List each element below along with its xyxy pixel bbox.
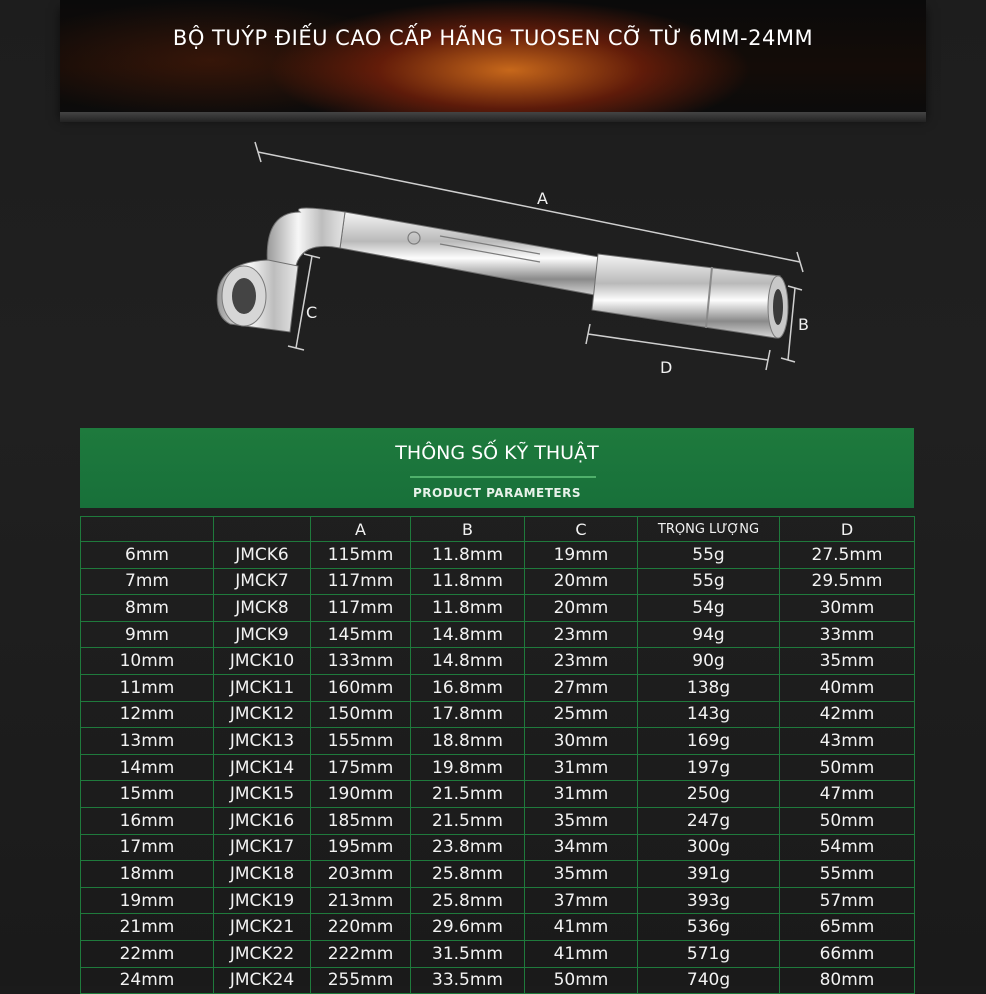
cell-a: 150mm [311, 701, 411, 728]
cell-size: 7mm [81, 568, 214, 595]
cell-d: 42mm [780, 701, 915, 728]
cell-weight: 247g [638, 807, 780, 834]
header-c: C [525, 517, 638, 542]
table-row [81, 701, 915, 728]
dimension-label-a: A [537, 189, 548, 208]
cell-c: 35mm [525, 861, 638, 888]
cell-weight: 138g [638, 674, 780, 701]
table-row [81, 807, 915, 834]
cell-c: 41mm [525, 914, 638, 941]
cell-model: JMCK21 [214, 914, 311, 941]
table-row [81, 887, 915, 914]
cell-a: 213mm [311, 887, 411, 914]
cell-a: 145mm [311, 621, 411, 648]
cell-a: 220mm [311, 914, 411, 941]
cell-c: 35mm [525, 807, 638, 834]
cell-d: 50mm [780, 807, 915, 834]
cell-d: 29.5mm [780, 568, 915, 595]
cell-c: 20mm [525, 595, 638, 622]
cell-b: 23.8mm [411, 834, 525, 861]
cell-b: 16.8mm [411, 674, 525, 701]
table-row [81, 914, 915, 941]
cell-c: 41mm [525, 940, 638, 967]
cell-b: 25.8mm [411, 861, 525, 888]
cell-model: JMCK9 [214, 621, 311, 648]
cell-a: 115mm [311, 542, 411, 569]
cell-model: JMCK12 [214, 701, 311, 728]
cell-model: JMCK7 [214, 568, 311, 595]
cell-d: 65mm [780, 914, 915, 941]
cell-weight: 55g [638, 542, 780, 569]
cell-c: 37mm [525, 887, 638, 914]
header-b: B [411, 517, 525, 542]
cell-weight: 536g [638, 914, 780, 941]
cell-d: 80mm [780, 967, 915, 994]
cell-c: 27mm [525, 674, 638, 701]
cell-weight: 250g [638, 781, 780, 808]
cell-model: JMCK24 [214, 967, 311, 994]
cell-b: 25.8mm [411, 887, 525, 914]
cell-b: 14.8mm [411, 648, 525, 675]
header-model [214, 517, 311, 542]
cell-size: 13mm [81, 728, 214, 755]
header-a: A [311, 517, 411, 542]
cell-size: 21mm [81, 914, 214, 941]
cell-b: 18.8mm [411, 728, 525, 755]
cell-a: 255mm [311, 967, 411, 994]
cell-a: 203mm [311, 861, 411, 888]
cell-c: 19mm [525, 542, 638, 569]
cell-a: 133mm [311, 648, 411, 675]
cell-a: 117mm [311, 595, 411, 622]
table-row [81, 967, 915, 994]
cell-d: 27.5mm [780, 542, 915, 569]
cell-c: 25mm [525, 701, 638, 728]
header-weight: TRỌNG LƯỢNG [638, 517, 780, 542]
cell-a: 155mm [311, 728, 411, 755]
table-row [81, 621, 915, 648]
cell-d: 55mm [780, 861, 915, 888]
dimension-label-d: D [660, 358, 673, 377]
header-size [81, 517, 214, 542]
cell-c: 34mm [525, 834, 638, 861]
cell-d: 40mm [780, 674, 915, 701]
cell-size: 14mm [81, 754, 214, 781]
panel-divider [410, 476, 596, 478]
spec-subtitle: PRODUCT PARAMETERS [412, 486, 582, 500]
cell-model: JMCK6 [214, 542, 311, 569]
cell-model: JMCK11 [214, 674, 311, 701]
cell-weight: 391g [638, 861, 780, 888]
spec-title: THÔNG SỐ KỸ THUẬT [395, 442, 599, 464]
banner-title: BỘ TUÝP ĐIẾU CAO CẤP HÃNG TUOSEN CỠ TỪ 6MM-24MM [172, 26, 814, 50]
cell-b: 21.5mm [411, 781, 525, 808]
cell-d: 43mm [780, 728, 915, 755]
cell-c: 31mm [525, 754, 638, 781]
cell-model: JMCK17 [214, 834, 311, 861]
table-row [81, 940, 915, 967]
table-row [81, 728, 915, 755]
cell-c: 31mm [525, 781, 638, 808]
cell-model: JMCK13 [214, 728, 311, 755]
cell-weight: 740g [638, 967, 780, 994]
cell-model: JMCK22 [214, 940, 311, 967]
cell-weight: 94g [638, 621, 780, 648]
cell-model: JMCK14 [214, 754, 311, 781]
cell-model: JMCK15 [214, 781, 311, 808]
cell-d: 57mm [780, 887, 915, 914]
cell-weight: 300g [638, 834, 780, 861]
cell-model: JMCK8 [214, 595, 311, 622]
cell-d: 35mm [780, 648, 915, 675]
table-row [81, 595, 915, 622]
cell-model: JMCK10 [214, 648, 311, 675]
cell-c: 50mm [525, 967, 638, 994]
cell-weight: 55g [638, 568, 780, 595]
cell-size: 10mm [81, 648, 214, 675]
cell-b: 19.8mm [411, 754, 525, 781]
cell-b: 11.8mm [411, 542, 525, 569]
cell-size: 19mm [81, 887, 214, 914]
cell-b: 29.6mm [411, 914, 525, 941]
cell-size: 12mm [81, 701, 214, 728]
cell-a: 195mm [311, 834, 411, 861]
cell-b: 31.5mm [411, 940, 525, 967]
cell-model: JMCK19 [214, 887, 311, 914]
cell-b: 14.8mm [411, 621, 525, 648]
table-row [81, 861, 915, 888]
cell-a: 185mm [311, 807, 411, 834]
cell-size: 17mm [81, 834, 214, 861]
cell-c: 20mm [525, 568, 638, 595]
wrench-dimension-diagram [0, 120, 986, 420]
cell-d: 66mm [780, 940, 915, 967]
cell-c: 30mm [525, 728, 638, 755]
table-row [81, 674, 915, 701]
spec-table [80, 516, 915, 994]
cell-weight: 393g [638, 887, 780, 914]
cell-d: 54mm [780, 834, 915, 861]
cell-size: 15mm [81, 781, 214, 808]
cell-size: 16mm [81, 807, 214, 834]
table-row [81, 648, 915, 675]
header-banner [60, 0, 926, 112]
cell-a: 117mm [311, 568, 411, 595]
cell-size: 6mm [81, 542, 214, 569]
table-row [81, 781, 915, 808]
cell-model: JMCK16 [214, 807, 311, 834]
cell-size: 11mm [81, 674, 214, 701]
cell-size: 22mm [81, 940, 214, 967]
cell-weight: 197g [638, 754, 780, 781]
cell-size: 8mm [81, 595, 214, 622]
cell-b: 11.8mm [411, 568, 525, 595]
table-row [81, 834, 915, 861]
cell-d: 33mm [780, 621, 915, 648]
cell-weight: 143g [638, 701, 780, 728]
table-row [81, 568, 915, 595]
cell-b: 17.8mm [411, 701, 525, 728]
cell-c: 23mm [525, 648, 638, 675]
cell-size: 24mm [81, 967, 214, 994]
cell-weight: 571g [638, 940, 780, 967]
table-header-row [81, 517, 915, 542]
cell-model: JMCK18 [214, 861, 311, 888]
cell-weight: 169g [638, 728, 780, 755]
spec-header-panel [80, 428, 914, 508]
cell-a: 160mm [311, 674, 411, 701]
socket-wrench-image [217, 208, 788, 338]
cell-a: 190mm [311, 781, 411, 808]
cell-c: 23mm [525, 621, 638, 648]
table-row [81, 542, 915, 569]
cell-a: 175mm [311, 754, 411, 781]
dimension-label-c: C [306, 303, 318, 322]
table-row [81, 754, 915, 781]
cell-weight: 54g [638, 595, 780, 622]
cell-d: 30mm [780, 595, 915, 622]
cell-size: 18mm [81, 861, 214, 888]
header-d: D [780, 517, 915, 542]
cell-b: 21.5mm [411, 807, 525, 834]
dimension-label-b: B [798, 315, 809, 334]
cell-a: 222mm [311, 940, 411, 967]
cell-b: 11.8mm [411, 595, 525, 622]
cell-size: 9mm [81, 621, 214, 648]
cell-d: 47mm [780, 781, 915, 808]
cell-weight: 90g [638, 648, 780, 675]
cell-b: 33.5mm [411, 967, 525, 994]
cell-d: 50mm [780, 754, 915, 781]
